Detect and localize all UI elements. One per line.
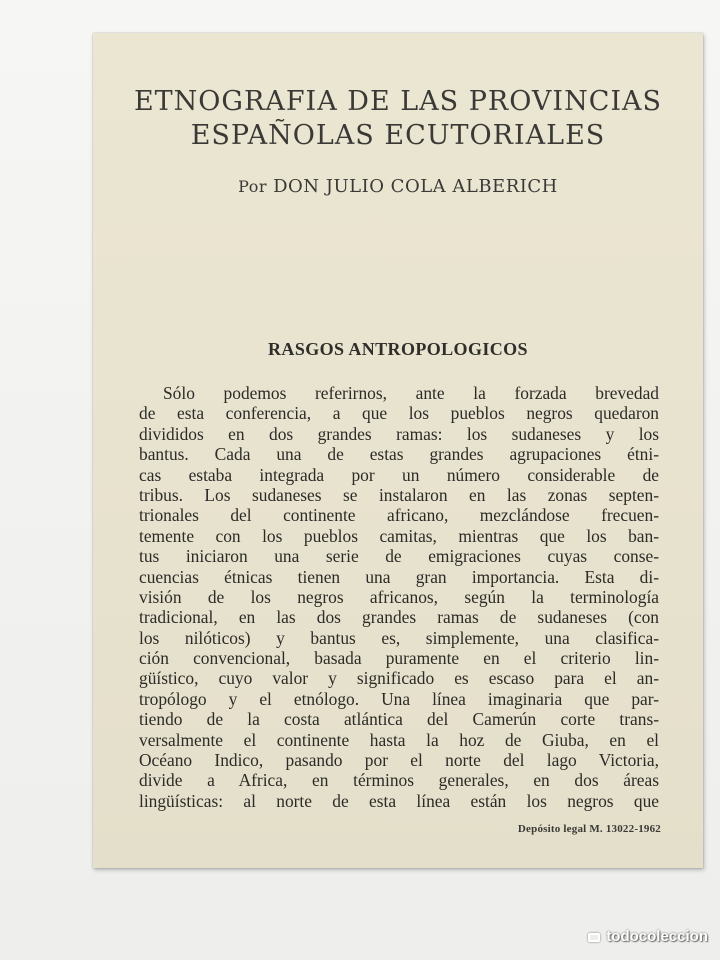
author-name: DON JULIO COLA ALBERICH	[273, 176, 558, 197]
body-line: Sólo podemos referirnos, ante la forzada brevedad	[163, 383, 659, 403]
body-line: tribus. Los sudaneses se instalaron en las zonas septen-	[139, 484, 659, 505]
document-title	[93, 85, 703, 153]
body-line: bantus. Cada una de estas grandes agrupaciones étni-	[139, 444, 659, 465]
watermark-text: todocoleccion	[606, 928, 708, 945]
body-line: cuencias étnicas tienen una gran importancia. Esta di-	[139, 566, 659, 587]
watermark-logo-icon	[587, 930, 601, 944]
legal-deposit-note: Depósito legal M. 13022-1962	[517, 823, 661, 835]
body-line: güístico, cuyo valor y significado es escaso para el an-	[139, 668, 659, 689]
site-watermark	[587, 928, 708, 945]
body-line: divididos en dos grandes ramas: los sudaneses y los	[139, 423, 659, 444]
body-line: ción convencional, basada puramente en el criterio lin-	[139, 648, 659, 669]
body-line: lingüísticas: al norte de esta línea están los negros que	[139, 790, 659, 811]
body-line: de esta conferencia, a que los pueblos negros quedaron	[139, 403, 659, 424]
title-line-1: ETNOGRAFIA DE LAS PROVINCIAS	[133, 86, 663, 117]
body-line: tus iniciaron una serie de emigraciones cuyas conse-	[139, 546, 659, 567]
body-paragraph	[139, 383, 659, 811]
author-prefix: Por	[238, 177, 268, 196]
body-line: trionales del continente africano, mezclándose frecuen-	[139, 505, 659, 526]
body-line: divide a Africa, en términos generales, en dos áreas	[139, 770, 659, 791]
section-heading: RASGOS ANTROPOLOGICOS	[268, 339, 528, 359]
body-line: versalmente el continente hasta la hoz de Giuba, en el	[139, 729, 659, 750]
body-line: tropólogo y el etnólogo. Una línea imaginaria que par-	[139, 688, 659, 709]
body-line: temente con los pueblos camitas, mientras que los ban-	[139, 525, 659, 546]
document-page	[93, 33, 703, 868]
body-line: tradicional, en las dos grandes ramas de sudaneses (con	[139, 607, 659, 628]
author-line	[93, 176, 703, 197]
body-line: visión de los negros africanos, según la terminología	[139, 586, 659, 607]
body-line: tiendo de la costa atlántica del Camerún corte trans-	[139, 709, 659, 730]
title-line-2: ESPAÑOLAS ECUTORIALES	[190, 120, 606, 151]
body-line: los nilóticos) y bantus es, simplemente, una clasifica-	[139, 627, 659, 648]
body-line: Océano Indico, pasando por el norte del lago Victoria,	[139, 750, 659, 771]
body-line: cas estaba integrada por un número considerable de	[139, 464, 659, 485]
